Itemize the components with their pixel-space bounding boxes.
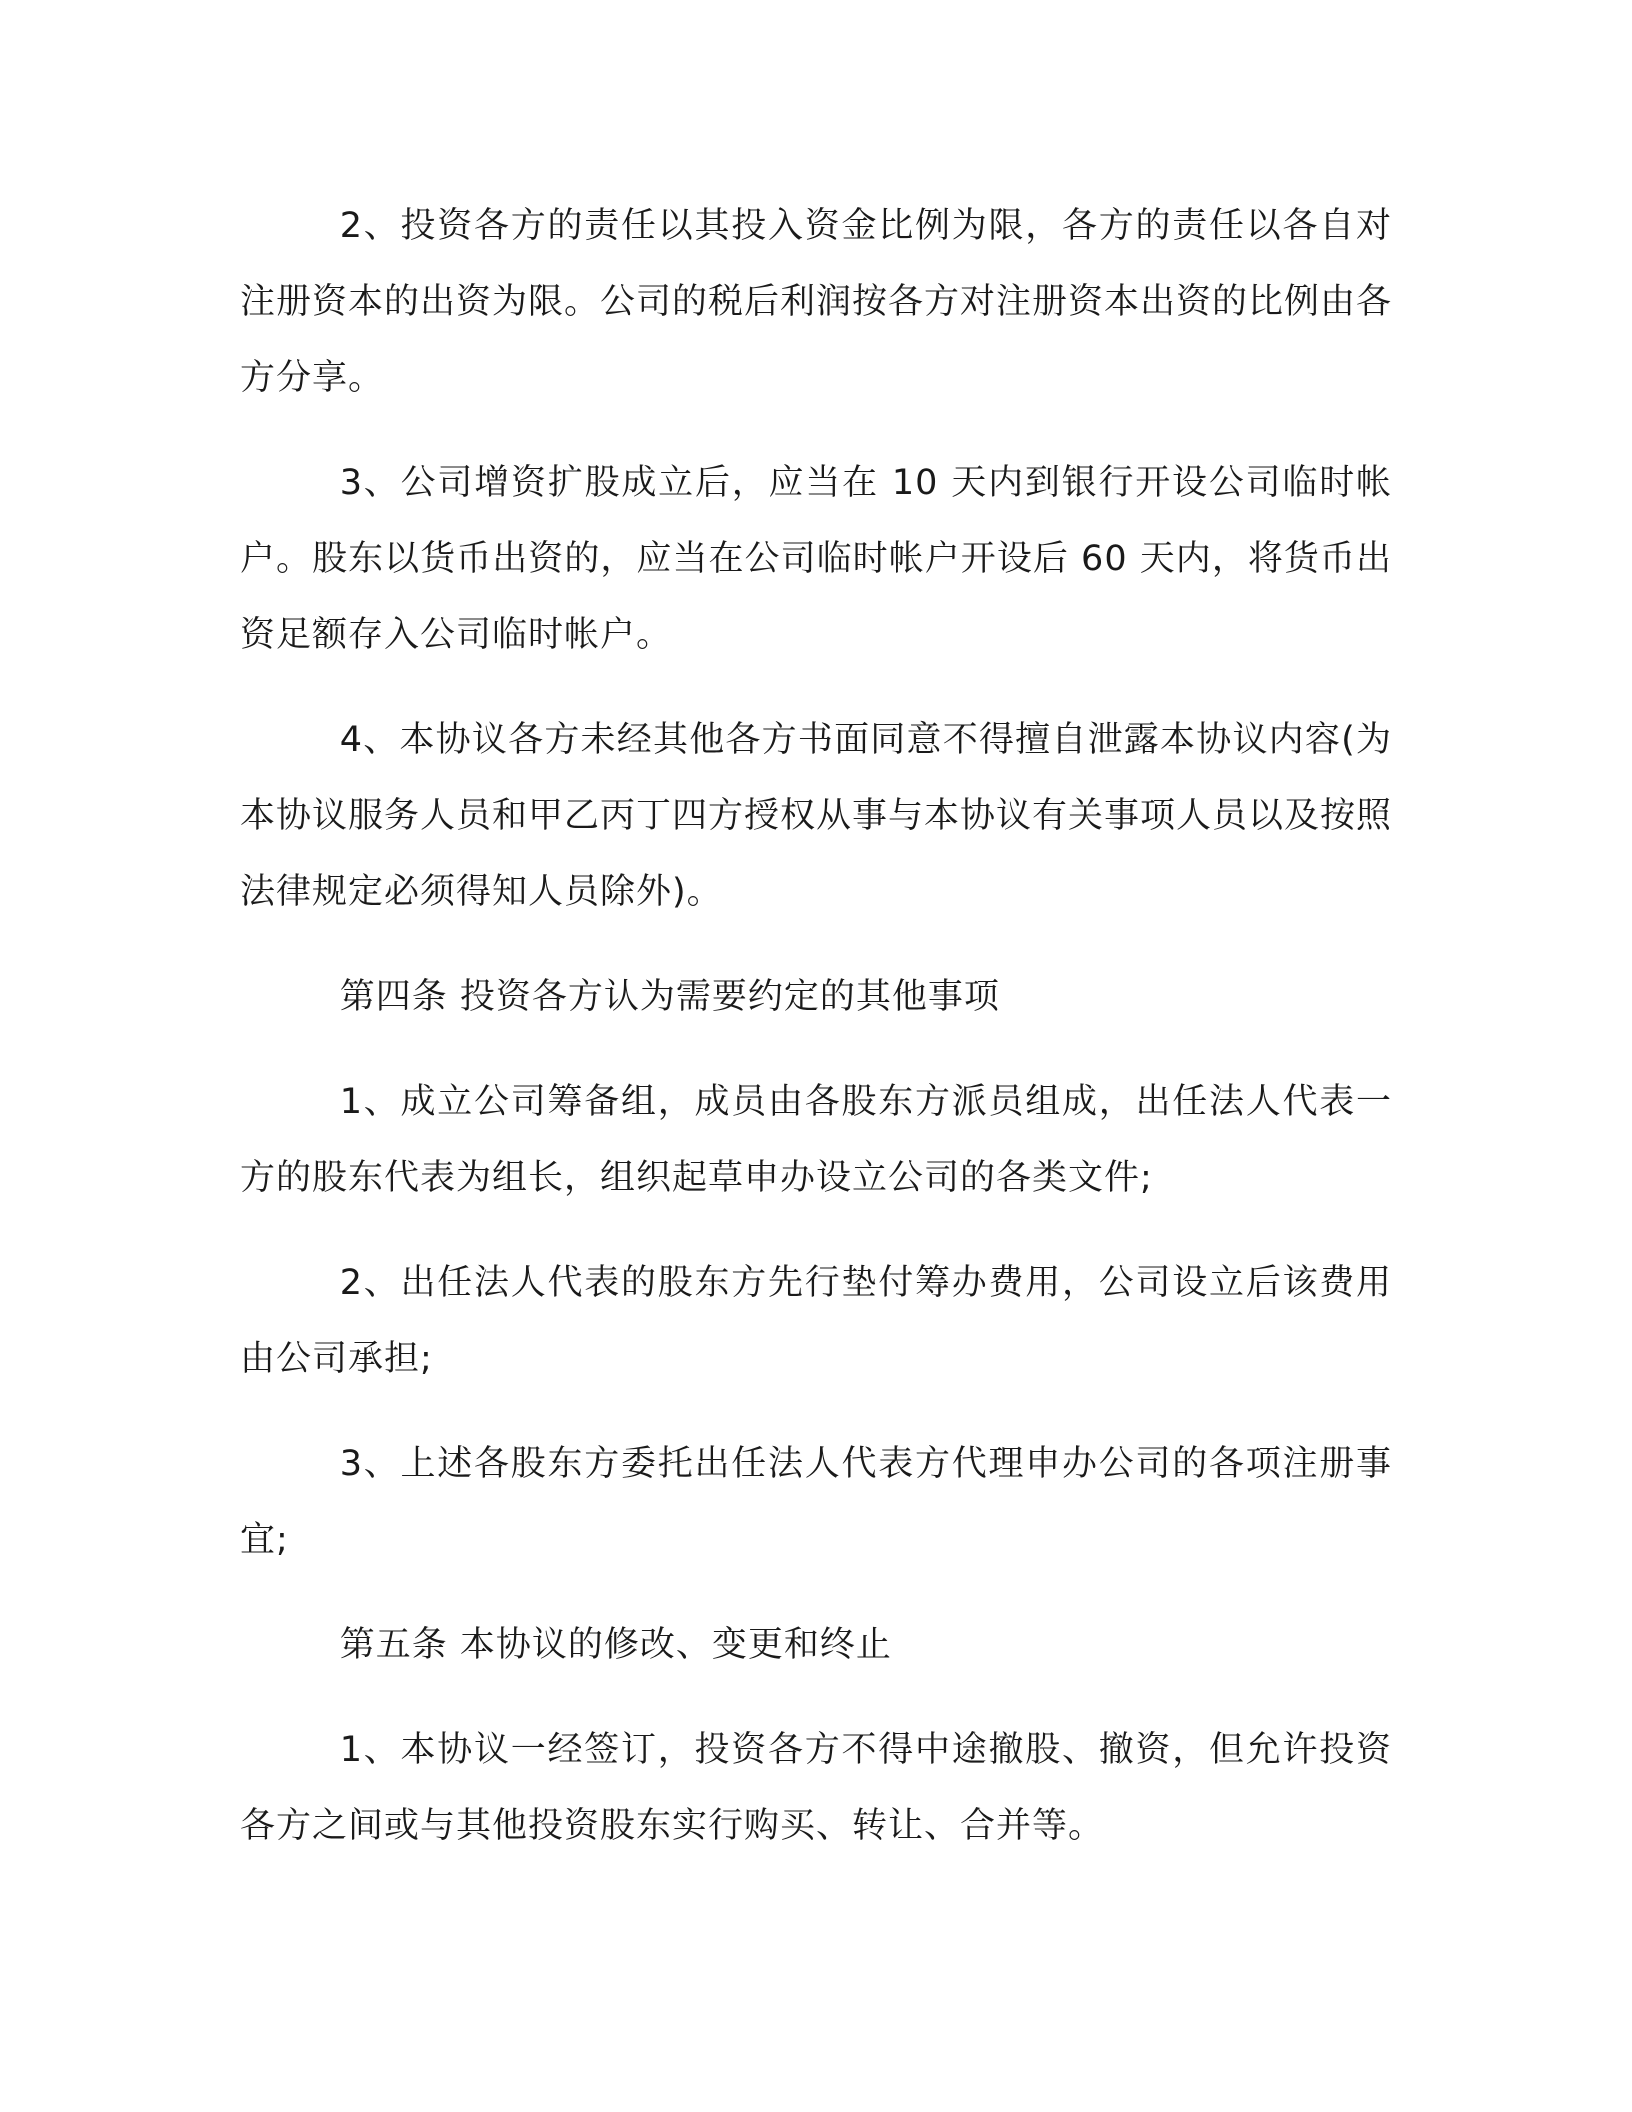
clause-paragraph: 3、公司增资扩股成立后，应当在 10 天内到银行开设公司临时帐户。股东以货币出资的，应当在公司临时帐户开设后 60 天内，将货币出资足额存入公司临时帐户。 bbox=[240, 463, 1392, 655]
document-body bbox=[240, 188, 1392, 1893]
clause-paragraph: 1、成立公司筹备组，成员由各股东方派员组成，出任法人代表一方的股东代表为组长，组织起草申办设立公司的各类文件; bbox=[240, 1082, 1392, 1198]
article-heading: 第四条 投资各方认为需要约定的其他事项 bbox=[339, 977, 1000, 1017]
clause-paragraph: 1、本协议一经签订，投资各方不得中途撤股、撤资，但允许投资各方之间或与其他投资股东实行购买、转让、合并等。 bbox=[240, 1730, 1392, 1846]
article-heading: 第五条 本协议的修改、变更和终止 bbox=[339, 1625, 892, 1665]
clause-paragraph: 2、投资各方的责任以其投入资金比例为限，各方的责任以各自对注册资本的出资为限。公司的税后利润按各方对注册资本出资的比例由各方分享。 bbox=[240, 206, 1393, 398]
clause-paragraph: 3、上述各股东方委托出任法人代表方代理申办公司的各项注册事宜; bbox=[240, 1444, 1392, 1560]
clause-paragraph: 4、本协议各方未经其他各方书面同意不得擅自泄露本协议内容(为本协议服务人员和甲乙丙丁四方授权从事与本协议有关事项人员以及按照法律规定必须得知人员除外)。 bbox=[240, 720, 1393, 912]
clause-paragraph: 2、出任法人代表的股东方先行垫付筹办费用，公司设立后该费用由公司承担; bbox=[240, 1263, 1392, 1379]
